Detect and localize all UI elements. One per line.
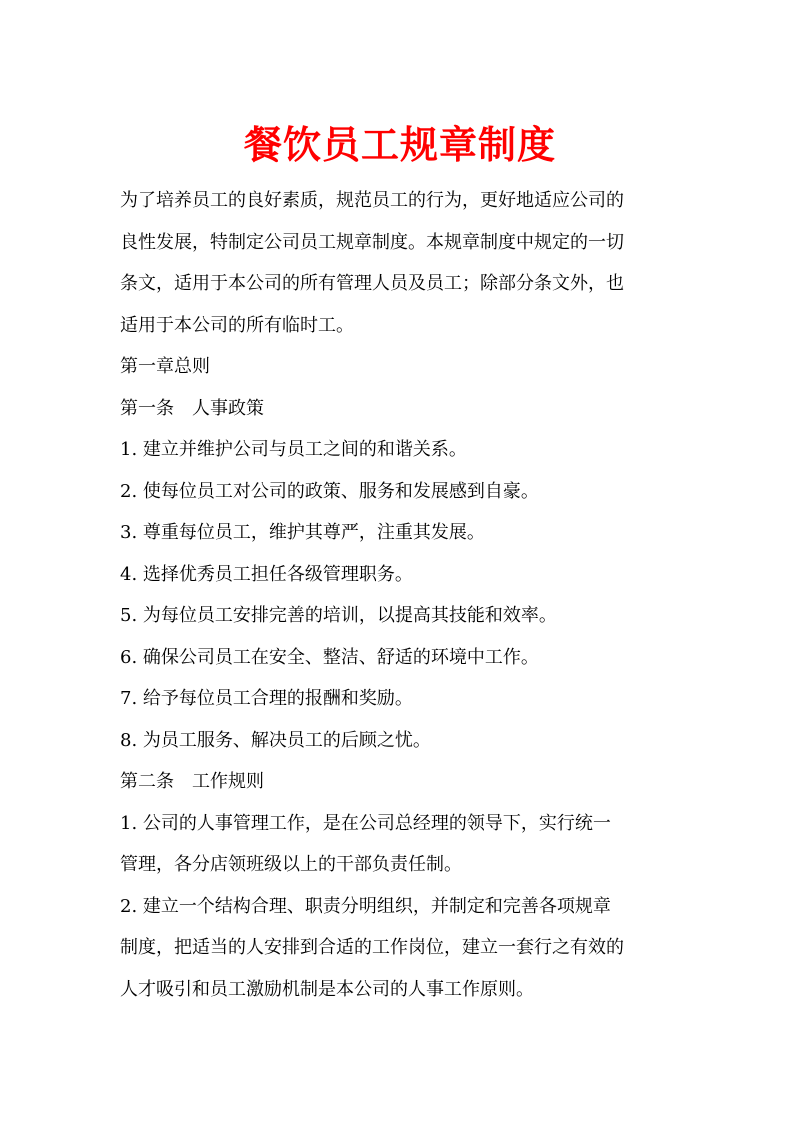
list-item: 1. 公司的人事管理工作，是在公司总经理的领导下，实行统一 — [120, 812, 611, 834]
list-item: 2. 建立一个结构合理、职责分明组织，并制定和完善各项规章 — [120, 895, 611, 917]
document-title: 餐饮员工规章制度 — [243, 123, 556, 167]
list-item: 7. 给予每位员工合理的报酬和奖励。 — [120, 688, 413, 709]
list-item: 6. 确保公司员工在安全、整洁、舒适的环境中工作。 — [120, 646, 539, 668]
article-heading: 第二条 工作规则 — [120, 771, 264, 792]
text-line: 人才吸引和员工激励机制是本公司的人事工作原则。 — [120, 978, 534, 1000]
text-line: 为了培养员工的良好素质，规范员工的行为，更好地适应公司的 — [120, 190, 624, 211]
text-line: 管理，各分店领班级以上的干部负责任制。 — [120, 854, 462, 875]
text-line: 良性发展，特制定公司员工规章制度。本规章制度中规定的一切 — [120, 231, 624, 253]
list-item: 3. 尊重每位员工，维护其尊严，注重其发展。 — [120, 522, 485, 543]
list-item: 4. 选择优秀员工担任各级管理职务。 — [120, 563, 413, 585]
list-item: 2. 使每位员工对公司的政策、服务和发展感到自豪。 — [120, 480, 539, 502]
text-line: 条文，适用于本公司的所有管理人员及员工；除部分条文外，也 — [120, 273, 624, 294]
text-line: 制度，把适当的人安排到合适的工作岗位，建立一套行之有效的 — [120, 937, 624, 958]
document-body — [120, 180, 682, 1010]
list-item: 5. 为每位员工安排完善的培训，以提高其技能和效率。 — [120, 605, 557, 626]
text-line: 适用于本公司的所有临时工。 — [120, 314, 354, 336]
chapter-heading: 第一章总则 — [120, 356, 210, 377]
list-item: 8. 为员工服务、解决员工的后顾之忧。 — [120, 729, 431, 751]
article-heading: 第一条 人事政策 — [120, 397, 264, 419]
list-item: 1. 建立并维护公司与员工之间的和谐关系。 — [120, 439, 467, 460]
